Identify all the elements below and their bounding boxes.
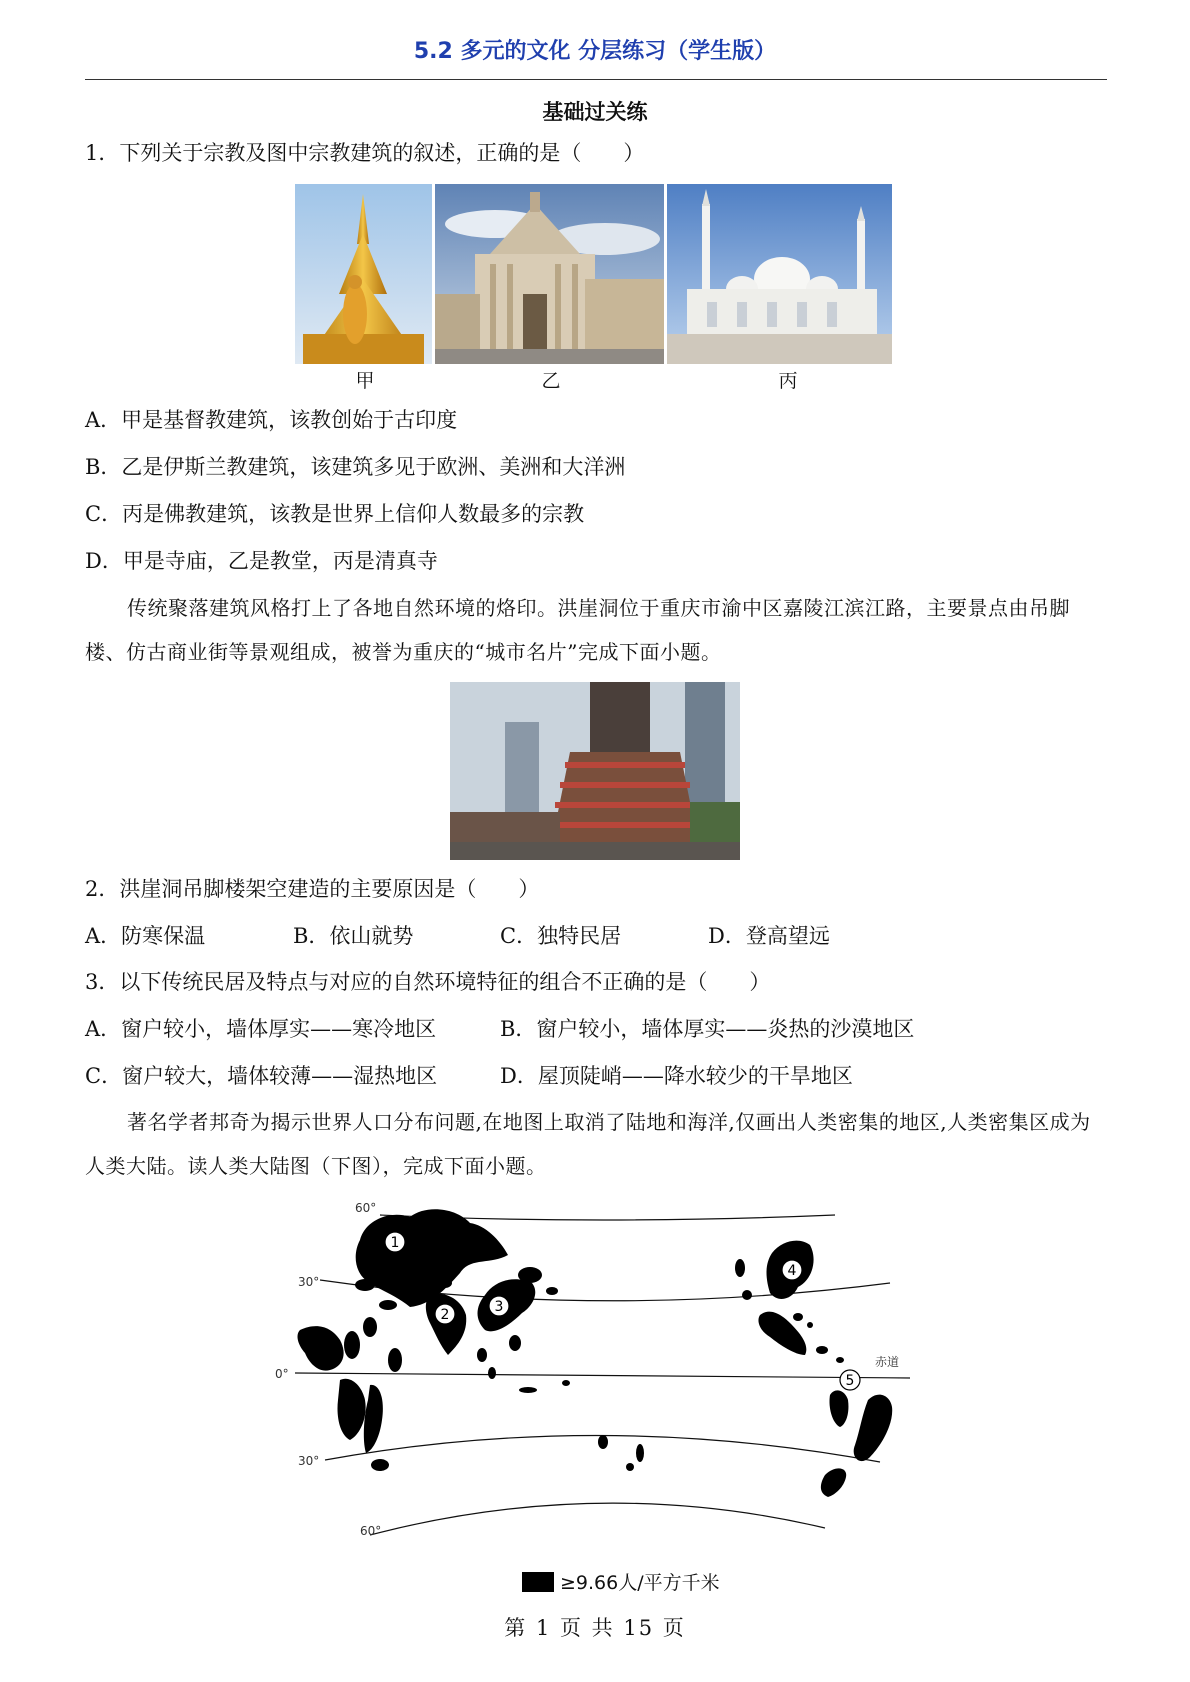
lat-label-60s: 60° xyxy=(360,1524,382,1538)
map-legend xyxy=(522,1568,720,1595)
marker-3-label: 3 xyxy=(494,1299,504,1315)
lat-label-30n: 30° xyxy=(298,1275,320,1289)
hongyadong-photo xyxy=(450,682,740,860)
q1-option-d: D．甲是寺庙，乙是教堂，丙是清真寺 xyxy=(85,549,438,573)
lat-line-60s xyxy=(370,1503,825,1535)
legend-swatch xyxy=(522,1572,554,1592)
marker-2-label: 2 xyxy=(440,1307,450,1323)
legend-label: ≥9.66人/平方千米 xyxy=(560,1572,720,1594)
mosque-photo xyxy=(667,184,892,364)
population-blobs xyxy=(298,1209,893,1497)
q1-option-b: B．乙是伊斯兰教建筑，该建筑多见于欧洲、美洲和大洋洲 xyxy=(85,455,626,479)
q2-option-d: D．登高望远 xyxy=(708,924,830,948)
equator-line xyxy=(295,1373,910,1378)
q1-option-c: C．丙是佛教建筑，该教是世界上信仰人数最多的宗教 xyxy=(85,502,585,526)
q1-stem: 1．下列关于宗教及图中宗教建筑的叙述，正确的是（ ） xyxy=(85,141,645,165)
equator-label: 赤道 xyxy=(875,1355,900,1369)
marker-1-label: 1 xyxy=(390,1235,400,1251)
passage-human-continent: 著名学者邦奇为揭示世界人口分布问题,在地图上取消了陆地和海洋,仅画出人类密集的地区,人类密集区成为人类大陆。读人类大陆图（下图），完成下面小题。 xyxy=(85,1110,1091,1178)
cathedral-photo xyxy=(435,184,664,364)
lat-label-0: 0° xyxy=(275,1367,289,1381)
q3-option-d: D．屋顶陡峭——降水较少的干旱地区 xyxy=(500,1064,853,1088)
q3-option-a: A．窗户较小，墙体厚实——寒冷地区 xyxy=(85,1017,437,1041)
lat-label-30s: 30° xyxy=(298,1454,320,1468)
q2-stem: 2．洪崖洞吊脚楼架空建造的主要原因是（ ） xyxy=(85,877,540,901)
caption-jia: 甲 xyxy=(355,370,375,392)
q2-option-c: C．独特民居 xyxy=(500,924,622,948)
header-divider xyxy=(85,79,1107,80)
q1-option-a: A．甲是基督教建筑，该教创始于古印度 xyxy=(85,408,458,432)
page-footer: 第 1 页 共 15 页 xyxy=(504,1616,686,1640)
lat-label-60n: 60° xyxy=(355,1201,377,1215)
caption-yi: 乙 xyxy=(541,370,561,392)
marker-4-label: 4 xyxy=(787,1263,797,1279)
page-title: 5.2 多元的文化 分层练习（学生版） xyxy=(413,39,777,64)
pagoda-photo xyxy=(295,184,432,364)
caption-bing: 丙 xyxy=(778,370,798,392)
q3-option-b: B．窗户较小，墙体厚实——炎热的沙漠地区 xyxy=(500,1017,915,1041)
q3-option-c: C．窗户较大，墙体较薄——湿热地区 xyxy=(85,1064,438,1088)
human-continent-map xyxy=(270,1195,910,1565)
q3-stem: 3．以下传统民居及特点与对应的自然环境特征的组合不正确的是（ ） xyxy=(85,970,771,994)
marker-5-label: 5 xyxy=(845,1373,855,1389)
q2-option-a: A．防寒保温 xyxy=(85,924,206,948)
q2-option-b: B．依山就势 xyxy=(293,924,414,948)
passage-hongyadong: 传统聚落建筑风格打上了各地自然环境的烙印。洪崖洞位于重庆市渝中区嘉陵江滨江路，主要景点由吊脚楼、仿古商业街等景观组成，被誉为重庆的“城市名片”完成下面小题。 xyxy=(85,596,1070,664)
section-title: 基础过关练 xyxy=(542,100,648,124)
